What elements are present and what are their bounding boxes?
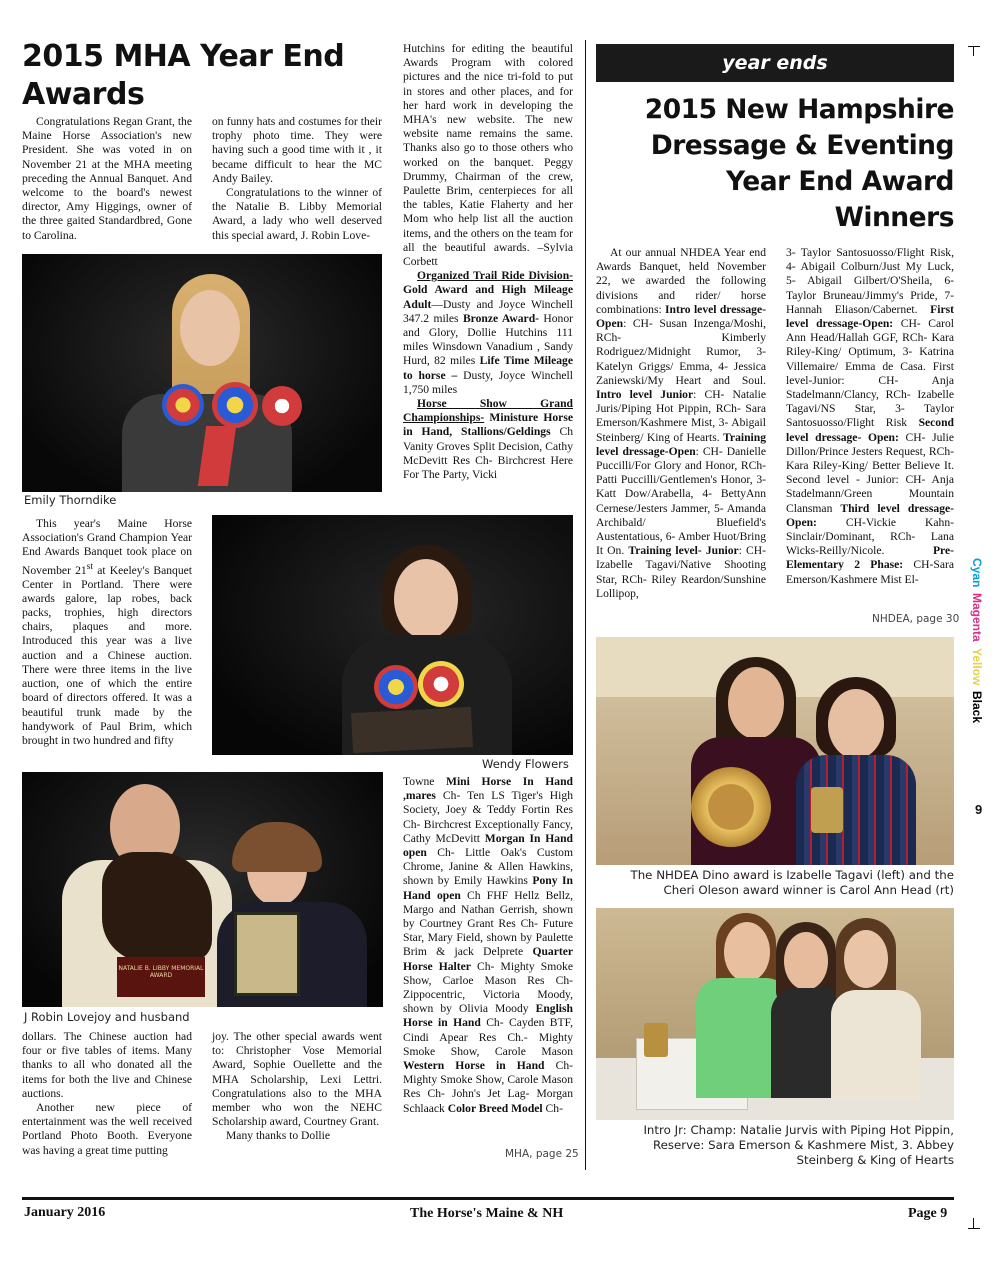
photo-intro-jr	[596, 908, 954, 1120]
column-divider	[585, 40, 586, 1170]
caption-robin-lovejoy: J Robin Lovejoy and husband	[24, 1010, 190, 1024]
cmyk-yellow: Yellow	[970, 648, 984, 686]
trophy-plaque: NATALIE B. LIBBY MEMORIAL AWARD	[117, 957, 205, 997]
paragraph: Hutchins for editing the beautiful Awards Program with colored pictures and the nice tri-fold to put in stores and other places, and for her hard work in developing the MHA's new website. The new website name remains the same. Thanks also go to those others who worked on the banquet. Peggy Drummy, Chairman of the crew, Paulette Brim, centerpieces for all the tables, Katie Flaherty and her Mom who help list all the auction items, and the others on the team for all the beautiful awards. –Sylvia Corbett	[403, 42, 573, 269]
sidebar-title	[596, 92, 954, 236]
crop-mark-bottom	[968, 1228, 980, 1229]
article-col2-top	[212, 115, 382, 243]
photo-emily-thorndike	[22, 254, 382, 492]
caption-nhdea-awards: The NHDEA Dino award is Izabelle Tagavi (left) and the Cheri Oleson award winner is Carol Ann Head (rt)	[630, 868, 954, 897]
paragraph: joy. The other special awards went to: Christopher Vose Memorial Award, Sophie Ouellette and the MHA Scholarship, Lexi Lettri. Congratulations also to the MHA member who won the NEHC Scholarship award, Courtney Grant.	[212, 1030, 382, 1129]
footer-date: January 2016	[24, 1205, 106, 1220]
paragraph: Congratulations Regan Grant, the Maine Horse Association's new President. She was voted in on November 21 at the MHA meeting preceding the Annual Banquet. And welcome to the board's newest director, Amy Higgings, owner of the three gaited Standardbred, Gone to Carolina.	[22, 115, 192, 242]
margin-page-number: 9	[975, 802, 983, 817]
trail-ride-paragraph: Organized Trail Ride Division- Gold Award and High Mileage Adult—Dusty and Joyce Winchell 347.2 miles Bronze Award- Honor and Glory, Dollie Hutchins 111 miles Winsdown Vanadium , Sandy Hurd, 82 miles Life Time Mileage to horse – Dusty, Joyce Winchell 1,750 miles	[403, 269, 574, 396]
photo-wendy-flowers	[212, 515, 573, 755]
article-col1-mid	[22, 517, 192, 748]
sidebar-col2	[786, 246, 954, 587]
paragraph: on funny hats and costumes for their trophy photo time. They were having such a good time with it , it became difficult to hear the MC Andy Bailey.	[212, 115, 382, 185]
sidebar-title-line1: 2015 New Hampshire	[644, 94, 954, 125]
article-col1-bottom	[22, 1030, 192, 1158]
paragraph: 3- Taylor Santosuosso/Flight Risk, 4- Abigail Colburn/Just My Luck, 5- Abigail Gilbert/O'Sheila, 6- Taylor Bruneau/Jimmy's Pride, 7- Hannah Eliason/Cabernet. First level dressage-Open: CH- Carol Ann Head/Hallah GGF, RCh- Kara Riley-King/ Optimum, 3- Katrina Villemaire/ Emma de Casa. First level-Junior: CH- Anja Stadelmann/Clancy, RCh- Izabelle Tagavi/NS Star, 3- Taylor Santosuosso/Flight Risk Second level dressage- Open: CH- Julie Dillon/Prince Jesters Request, RCh- Kara Riley-King/ Better Believe It. Second level - Junior: CH- Anja Stadelmann/Green Mountain Clansman Third level dressage- Open: CH-Vickie Kahn-Sinclair/Dominant, RCh- Lana Wicks-Reilly/Nicole. Pre-Elementary 2 Phase: CH-Sara Emerson/Kashmere Mist El-	[786, 246, 954, 586]
sidebar-col1	[596, 246, 766, 601]
paragraph: This year's Maine Horse Association's Grand Champion Year End Awards Banquet took place on November 21st at Keeley's Banquet Center in Portland. There were awards galore, lap robes, back packs, trophies, high directors chairs, plaques and more. Introduced this year was a live auction and a Chinese auction. There were three items in the live auction, one of which the entire board of directors offered. It was a beautiful trunk made by the handywork of Paul Brim, which brought in two hundred and fifty	[22, 517, 192, 747]
photo-robin-lovejoy	[22, 772, 383, 1007]
crop-mark-bottom-stem	[973, 1218, 974, 1228]
caption-emily-thorndike: Emily Thorndike	[24, 493, 117, 507]
footer-publication: The Horse's Maine & NH	[410, 1206, 564, 1221]
continued-nhdea: NHDEA, page 30	[872, 613, 960, 625]
paragraph: At our annual NHDEA Year end Awards Banquet, held November 22, we awarded the following divisions and rider/ horse combinations: Intro level dressage-Open: CH- Susan Inzenga/Moshi, RCh- Kimberly Rodriguez/Midnight Rumor, 3-Katelyn Griggs/ Emma, 4- Jessica Zaniewski/My Heart and Soul. Intro level Junior: CH- Natalie Juris/Piping Hot Pippin, RCh- Sara Emerson/Kashmere Mist, 3- Abigail Steinberg/ King of Hearts. Training level dressage-Open: CH- Danielle Puccilli/For Glory and Honor, RCh- Patti Puccilli/Gentlemen's Honor, 3- Katt Dow/Arabella, 4- BettyAnn Cernese/Jesters Jammer, 5- Amanda Archibald/ Bluefield's Austentatious, 6- Amber Huot/Bring It On. Training level- Junior: CH-Izabelle Tagavi/Native Shooting Star, RCh- Riley Reardon/Sunshine Lollipop,	[596, 246, 766, 600]
paragraph: dollars. The Chinese auction had four or five tables of items. Many thanks to all who donated all the items for both the live and Chinese auctions.	[22, 1030, 192, 1100]
sidebar-title-line3: Year End Award	[726, 166, 954, 197]
cmyk-black: Black	[970, 691, 984, 724]
cmyk-color-bar	[970, 558, 990, 723]
article-col1-top	[22, 115, 192, 243]
paragraph: Towne Mini Horse In Hand ,mares Ch- Ten LS Tiger's High Society, Joey & Teddy Fortin Res Ch- Birchcrest Exceptionally Fancy, Cathy McDevitt Morgan In Hand open Ch- Little Oak's Custom Chrome, Janine & Allen Hawkins, shown by Emily Hawkins Pony In Hand open Ch FHF Hellz Bellz, Margo and Nathan Gerrish, shown by Courtney Grant Res Ch- Future Star, Mary Field, shown by Paulette Brim & jack Delprete Quarter Horse Halter Ch- Mighty Smoke Show, Carloe Mason Res Ch- Zippocentric, Victoria Moody, shown by Olivia Moody English Horse in Hand Ch- Cayden BTF, Cindi Apear Res Ch.- Mighty Smoke Show, Carole Mason Western Horse in Hand Ch- Mighty Smoke Show, Carole Mason Res Ch- John's Jet Lag- Morgan Schlaack Color Breed Model Ch-	[403, 775, 574, 1115]
horse-show-paragraph: Horse Show Grand Championships- Ministure Horse in Hand, Stallions/Geldings Ch Vanity Groves Split Decision, Cathy McDevitt Res Ch- Birchcrest Here For The Party, Vicki	[403, 397, 573, 482]
paragraph: Another new piece of entertainment was the well received Portland Photo Booth. Everyone was having a great time putting	[22, 1101, 192, 1157]
caption-intro-jr: Intro Jr: Champ: Natalie Jurvis with Piping Hot Pippin, Reserve: Sara Emerson & Kashmere Mist, 3. Abbey Steinberg & King of Hearts	[643, 1123, 954, 1167]
paragraph: Congratulations to the winner of the Natalie B. Libby Memorial Award, a lady who well deserved this special award, J. Robin Love-	[212, 186, 382, 242]
footer-rule	[22, 1197, 954, 1200]
paragraph: Many thanks to Dollie	[226, 1129, 331, 1143]
article-title-line2: Awards	[22, 77, 145, 112]
cmyk-magenta: Magenta	[970, 593, 984, 643]
crop-mark-top-stem	[973, 46, 974, 56]
sidebar-title-line4: Winners	[834, 202, 954, 233]
crop-mark-top	[968, 46, 980, 47]
article-title	[22, 38, 382, 114]
sidebar-title-line2: Dressage & Eventing	[650, 130, 954, 161]
photo-nhdea-awards	[596, 637, 954, 865]
article-title-line1: 2015 MHA Year End	[22, 39, 345, 74]
continued-mha: MHA, page 25	[505, 1148, 579, 1160]
cmyk-cyan: Cyan	[970, 558, 984, 588]
caption-wendy-flowers: Wendy Flowers	[482, 757, 569, 771]
article-col2-bottom	[212, 1030, 382, 1144]
article-col3-upper	[403, 42, 573, 482]
footer-page: Page 9	[908, 1206, 948, 1221]
year-ends-banner: year ends	[596, 44, 954, 82]
article-col3-lower	[403, 775, 573, 1116]
